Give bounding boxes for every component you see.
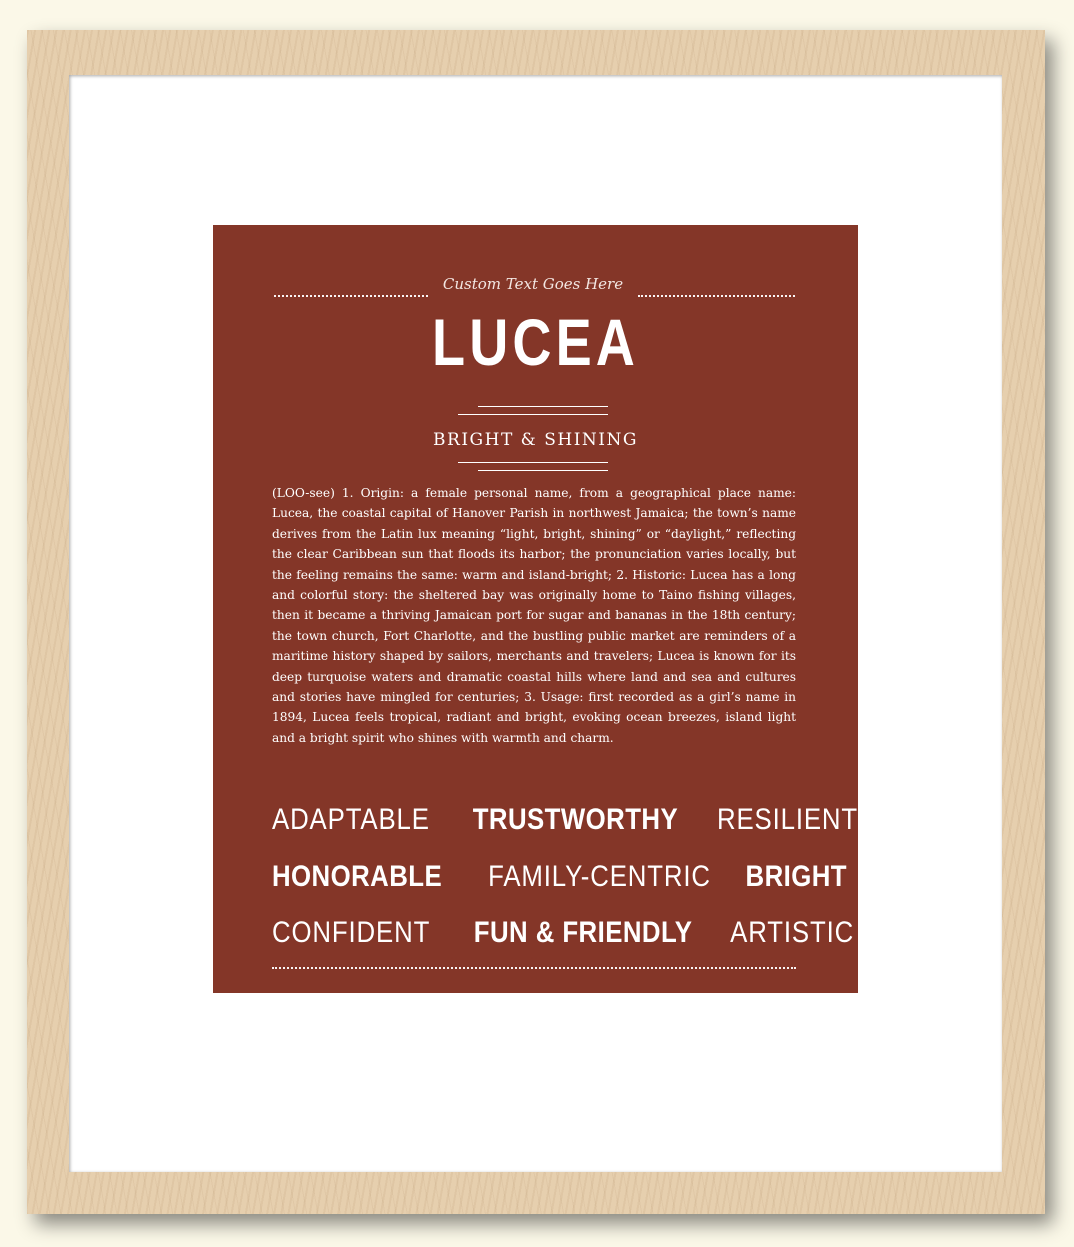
dotted-divider-bottom [272,967,796,969]
name-title: LUCEA [432,305,639,379]
ornament-rule [458,414,608,415]
dotted-divider-right [638,295,795,297]
wood-frame [27,30,1045,1214]
trait-row [272,860,847,904]
trait-word: FAMILY-CENTRIC [487,860,711,893]
trait-word: RESILIENT [717,803,859,836]
name-print [213,225,858,993]
custom-text: Custom Text Goes Here [442,275,624,293]
trait-word: HONORABLE [272,860,443,893]
ornament-rule [478,470,608,471]
dotted-divider-left [274,295,428,297]
trait-word: BRIGHT [745,860,847,893]
name-definition: (LOO-see) 1. Origin: a female personal name, from a geographical place name: Lucea, the coastal capital of Hanover Parish in northwest Jamaica; the town’s name derives from the Latin lux meaning “light, bright, shining” or “daylight,” reflecting the clear Caribbean sun that floods its harbor; the pronunciation varies locally, but the feeling remains the same: warm and island-bright; 2. Historic: Lucea has a long and colorful story: the sheltered bay was originally home to Taino fishing villages, then it became a thriving Jamaican port for sugar and bananas in the 18th century; the town church, Fort Charlotte, and the bustling public market are reminders of a maritime history shaped by sailors, merchants and travelers; Lucea is known for its deep turquoise waters and dramatic coastal hills where land and sea and cultures and stories have mingled for centuries; 3. Usage: first recorded as a girl’s name in 1894, Lucea feels tropical, radiant and bright, evoking ocean breezes, island light and a bright spirit who shines with warmth and charm. [272,486,796,745]
trait-word: ADAPTABLE [272,803,430,836]
ornament-rule [458,462,608,463]
trait-row [272,803,859,847]
ornament-rule [478,406,608,407]
name-meaning: BRIGHT & SHINING [433,430,638,450]
trait-word: ARTISTIC [730,916,855,949]
white-mat [69,75,1002,1172]
trait-row [272,916,855,960]
trait-word: TRUSTWORTHY [472,803,678,836]
trait-word: FUN & FRIENDLY [473,916,693,949]
trait-word: CONFIDENT [272,916,431,949]
